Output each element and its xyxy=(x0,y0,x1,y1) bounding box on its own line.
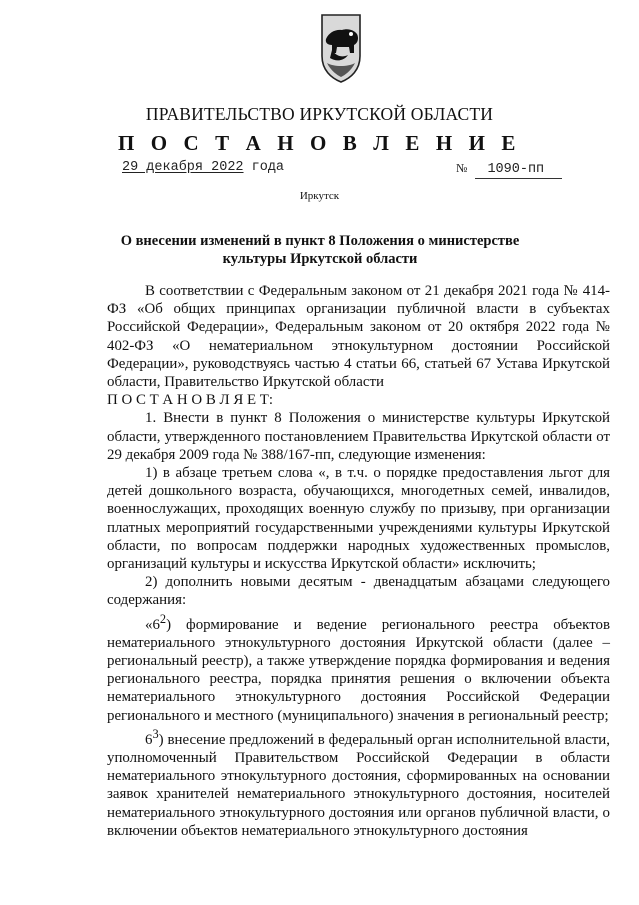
document-date xyxy=(122,160,284,175)
paragraph-item-1: 1. Внести в пункт 8 Положения о министерстве культуры Иркутской области, утвержденного постановлением Правительства Иркутской области от 29 декабря 2009 года № 388/167-пп, следующие изменения: xyxy=(107,410,610,463)
paragraph-clause-6-2 xyxy=(107,610,610,725)
clause-6-2-superscript: 2 xyxy=(159,611,167,626)
number-value: 1090-пп xyxy=(475,162,562,179)
document-type: П О С Т А Н О В Л Е Н И Е xyxy=(117,131,521,155)
clause-6-2-text: ) формирование и ведение регионального реестра объектов нематериального этнокультурного достояния Иркутской области (далее – региональный реестр), а также утверждение порядка формирования и ведения регионального реестра, порядка принятия решения о включении объекта нематериального этнокультурного достояния Российской Федерации регионального и местного (муниципального) значения в региональный реестр; xyxy=(107,616,610,724)
clause-6-3-text: ) внесение предложений в федеральный орган исполнительной власти, уполномоченный Правительством Российской Федерации в области нематериального этнокультурного достояния, сформированных на основании заявок хранителей нематериального этнокультурного достояния, носителей нематериального этнокультурного достояния или органов публичной власти, о включении объектов нематериального этнокультурного достояния xyxy=(107,731,610,839)
paragraph-preamble: В соответствии с Федеральным законом от 21 декабря 2021 года № 414-ФЗ «Об общих принципах организации публичной власти в субъектах Российской Федерации», Федеральным законом от 20 октября 2022 года № 402-ФЗ «О нематериальном этнокультурном достоянии Российской Федерации», руководствуясь частью 4 статьи 66, статьей 67 Устава Иркутской области, Правительство Иркутской области xyxy=(107,283,610,391)
number-sign: № xyxy=(456,161,468,175)
paragraph-clause-6-3 xyxy=(107,725,610,840)
decree-word: П О С Т А Н О В Л Я Е Т: xyxy=(107,392,274,409)
subject-line-1: О внесении изменений в пункт 8 Положения о министерстве xyxy=(120,233,520,249)
government-title: ПРАВИТЕЛЬСТВО ИРКУТСКОЙ ОБЛАСТИ xyxy=(145,104,494,124)
date-value: 29 декабря 2022 xyxy=(122,160,244,175)
date-suffix: года xyxy=(243,160,285,175)
document-number xyxy=(456,160,562,179)
city-name: Иркутск xyxy=(299,190,340,202)
paragraph-subitem-2: 2) дополнить новыми десятым - двенадцатым абзацами следующего содержания: xyxy=(107,574,610,609)
paragraph-subitem-1: 1) в абзаце третьем слова «, в т.ч. о порядке предоставления льгот для детей дошкольного возраста, обучающихся, многодетных семей, инвалидов, военнослужащих, проходящих военную службу по призыву, при организации платных мероприятий государственными учреждениями культуры Иркутской области, по вопросам поддержки народных художественных промыслов, организаций культуры и искусства Иркутской области» исключить; xyxy=(107,465,610,573)
clause-6-3-superscript: 3 xyxy=(152,726,159,741)
clause-6-2-prefix: «6 xyxy=(145,616,160,633)
clause-6-3-prefix: 6 xyxy=(145,731,153,748)
document-subject xyxy=(100,232,540,268)
subject-line-2: культуры Иркутской области xyxy=(222,251,418,267)
irkutsk-coat-of-arms-icon xyxy=(318,12,364,84)
document-body xyxy=(107,282,610,840)
